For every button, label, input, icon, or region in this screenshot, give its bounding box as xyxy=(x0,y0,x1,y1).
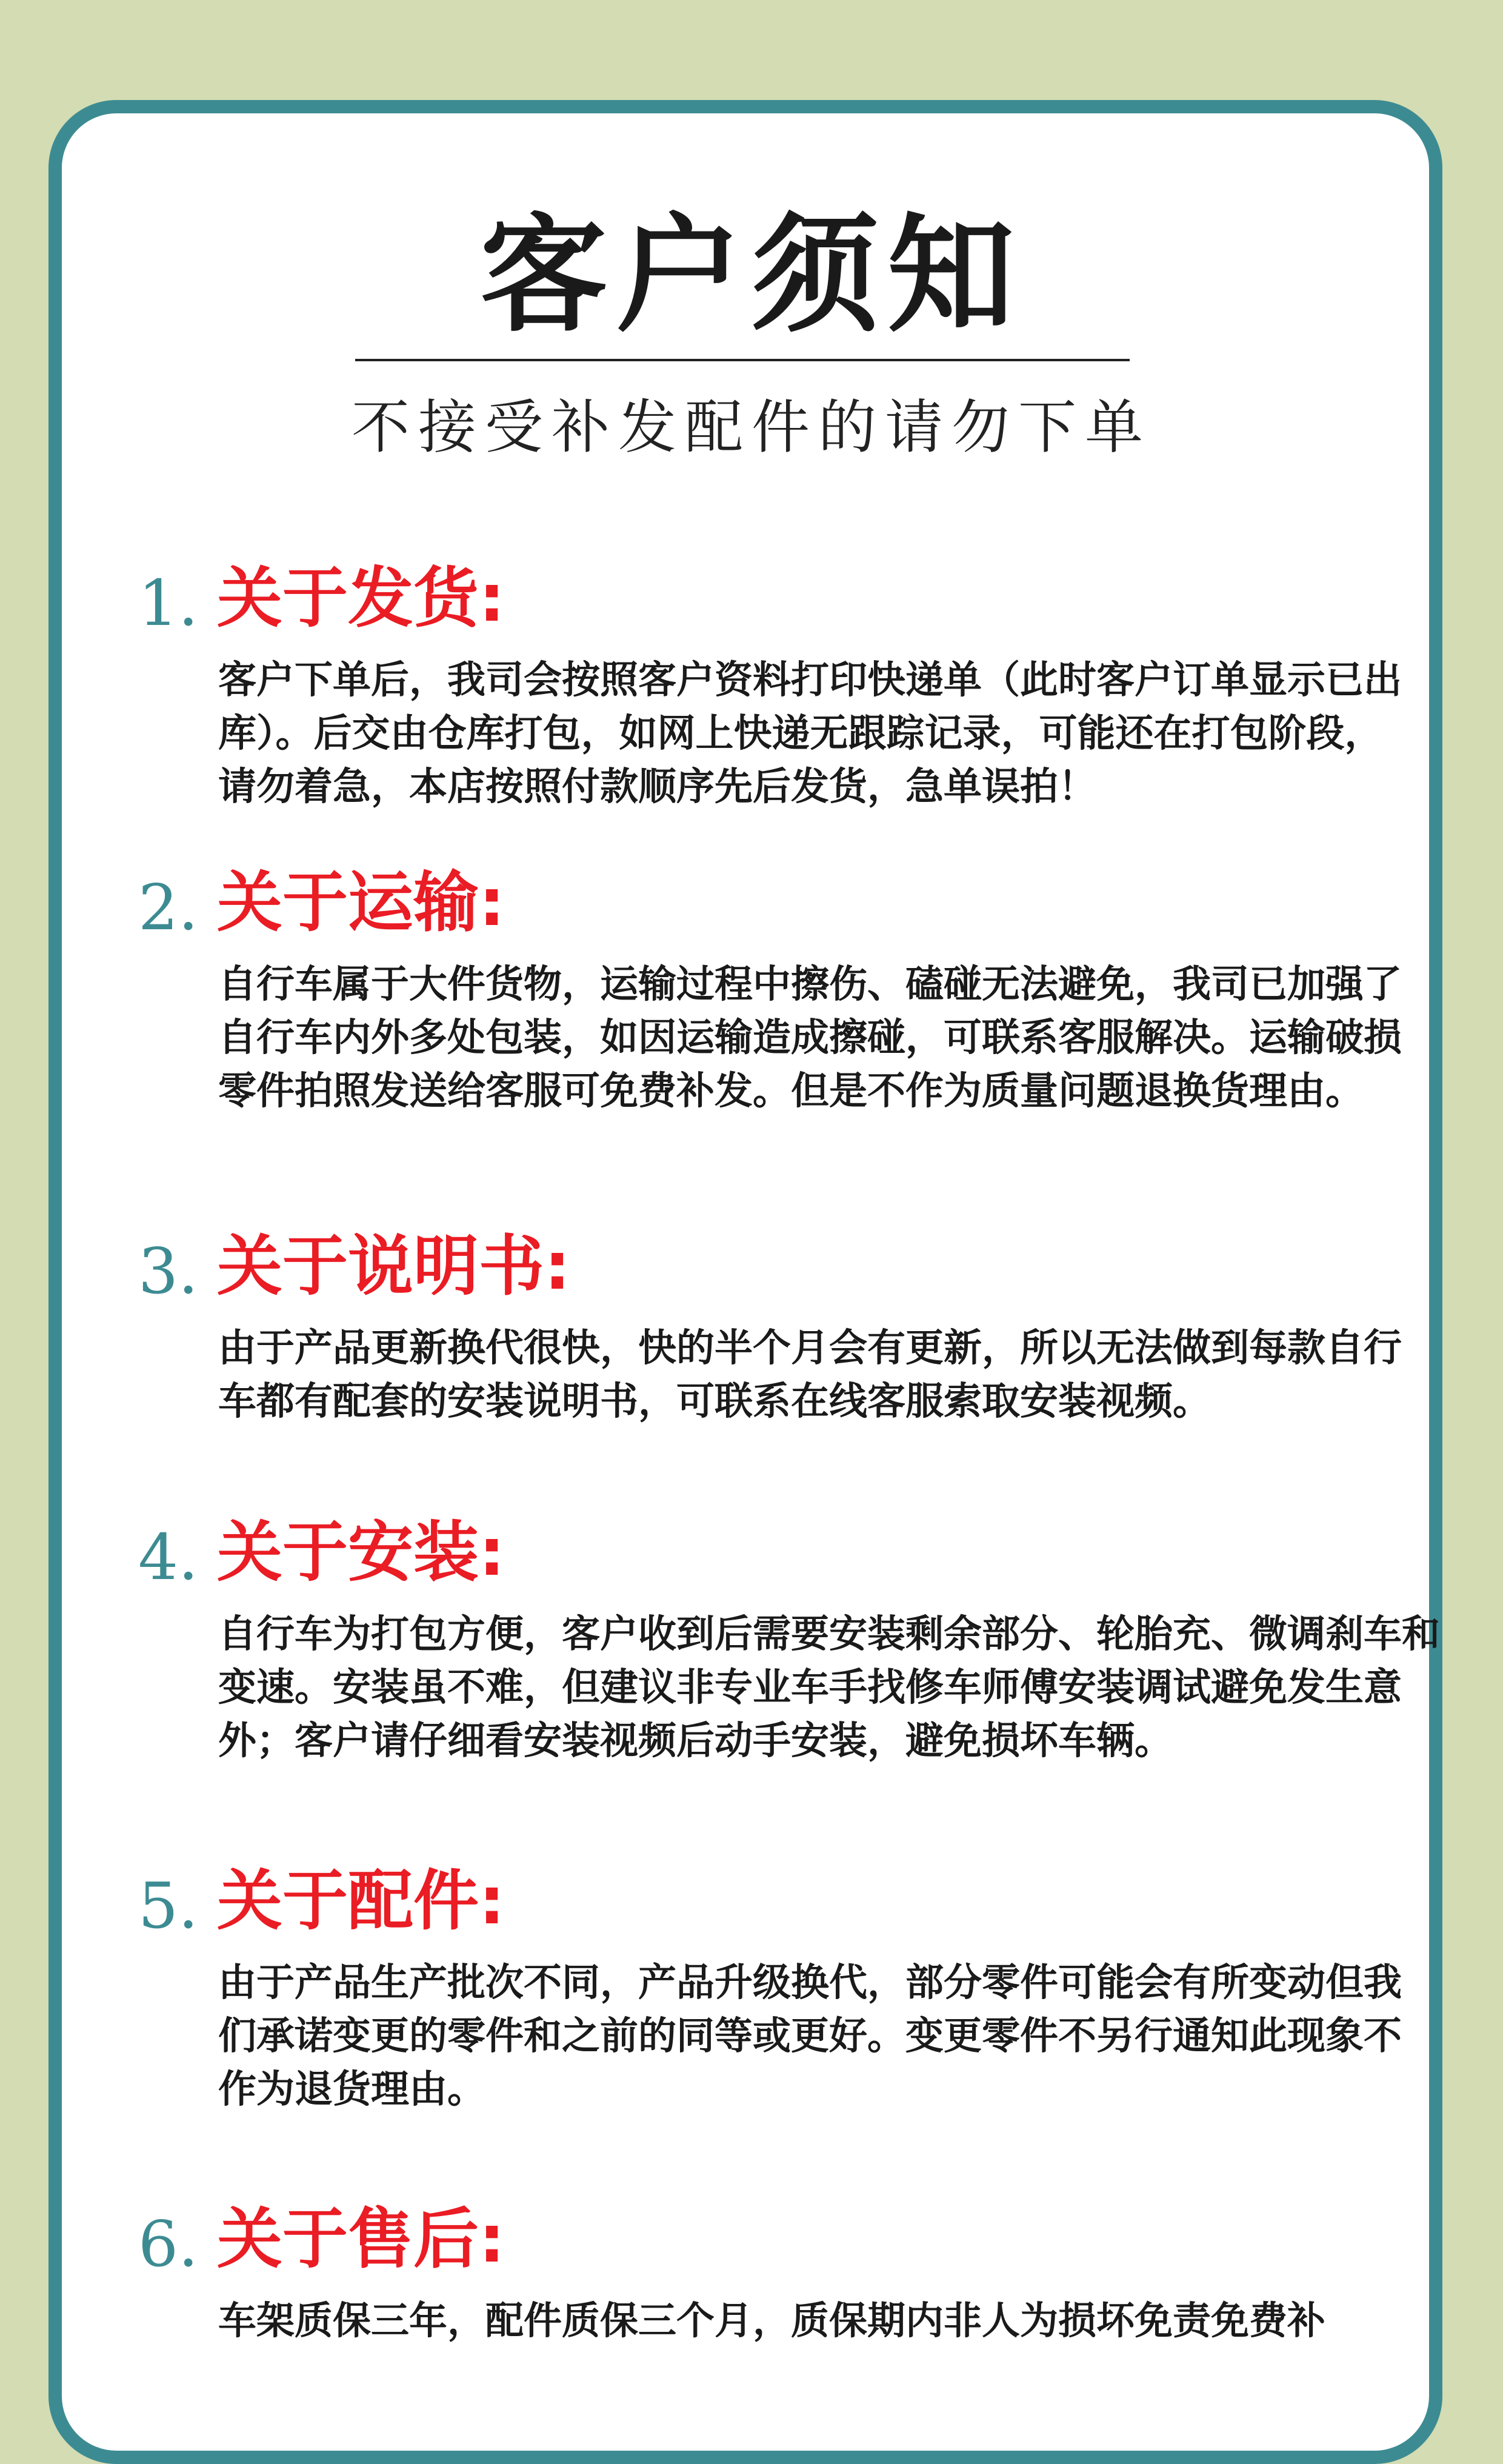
page-subtitle: 不接受补发配件的请勿下单 xyxy=(352,393,1151,461)
section-body: 车架质保三年，配件质保三个月，质保期内非人为损坏免责免费补 xyxy=(218,2299,1325,2343)
section-body: 由于产品更新换代很快，快的半个月会有更新，所以无法做到每款自行车都有配套的安装说明书，可联系在线客服索取安装视频。 xyxy=(218,1326,1402,1423)
section-heading xyxy=(0,556,1503,641)
section-body: 自行车属于大件货物，运输过程中擦伤、磕碰无法避免，我司已加强了自行车内外多处包装，如因运输造成擦碰，可联系客服解决。运输破损零件拍照发送给客服可免费补发。但是不作为质量问题退换货理由。 xyxy=(218,962,1402,1113)
section-title: 关于售后: xyxy=(217,2202,505,2277)
section-title: 关于发货: xyxy=(217,561,505,636)
section-title: 关于安装: xyxy=(217,1515,505,1591)
section-heading xyxy=(0,1511,1503,1595)
section-heading xyxy=(0,1859,1503,1944)
section-title: 关于配件: xyxy=(217,1863,505,1939)
page-title: 客户须知 xyxy=(479,201,1023,350)
section-number: 2. xyxy=(138,870,199,944)
section-title: 关于运输: xyxy=(217,865,505,941)
section-heading xyxy=(0,861,1503,946)
section-heading xyxy=(0,2197,1503,2282)
title-divider xyxy=(355,359,1130,361)
section-number: 4. xyxy=(138,1520,199,1594)
section-title: 关于说明书: xyxy=(217,1229,571,1304)
section-number: 6. xyxy=(138,2207,199,2281)
section-heading xyxy=(0,1224,1503,1309)
section-number: 5. xyxy=(138,1869,199,1943)
section-body: 客户下单后，我司会按照客户资料打印快递单（此时客户订单显示已出库）。后交由仓库打包，如网上快递无跟踪记录，可能还在打包阶段，请勿着急，本店按照付款顺序先后发货，急单误拍！ xyxy=(218,658,1402,809)
section-body: 自行车为打包方便，客户收到后需要安装剩余部分、轮胎充、微调刹车和变速。安装虽不难，但建议非专业车手找修车师傅安装调试避免发生意外；客户请仔细看安装视频后动手安装，避免损坏车辆。 xyxy=(218,1612,1440,1763)
section-number: 3. xyxy=(138,1234,199,1308)
section-number: 1. xyxy=(138,566,199,640)
section-body: 由于产品生产批次不同，产品升级换代，部分零件可能会有所变动但我们承诺变更的零件和之前的同等或更好。变更零件不另行通知此现象不作为退货理由。 xyxy=(218,1960,1402,2111)
